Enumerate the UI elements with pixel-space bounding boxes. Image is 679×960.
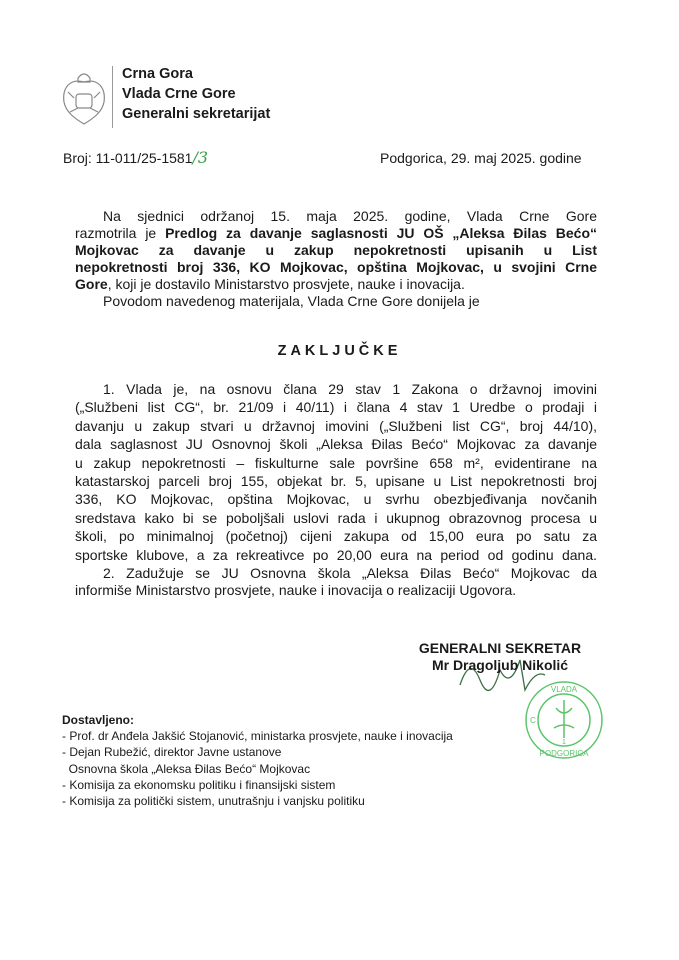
handwritten-suffix: /3 (192, 148, 209, 167)
signatory-role: GENERALNI SEKRETAR (418, 640, 582, 656)
conclusion-line: katastarskoj parceli broj 155, objekat br. 5, upisane u List nepokretnosti broj (75, 473, 597, 490)
stamp-letter: C (530, 716, 536, 725)
conclusion-item-2 (75, 565, 597, 599)
intro-text: razmotrila je (75, 225, 166, 241)
intro-line: Povodom navedenog materijala, Vlada Crne Gore donijela je (103, 293, 480, 309)
intro-text: , koji je dostavilo Ministarstvo prosvjete, nauke i inovacija. (107, 276, 465, 292)
proposal-title: Predlog za davanje saglasnosti JU OŠ „Aleksa Đilas Bećo“ (165, 225, 597, 241)
conclusion-line: dala saglasnost JU Osnovnoj školi „Aleksa Đilas Bećo“ Mojkovac za davanje (75, 436, 597, 453)
header-government: Vlada Crne Gore (122, 86, 236, 102)
conclusion-line: informiše Ministarstvo prosvjete, nauke i inovacija o realizaciji Ugovora. (75, 582, 517, 598)
conclusion-line: školi, po minimalnoj (početnoj) cijeni zakupa od 15,00 eura po satu za (75, 528, 597, 545)
distribution-item: - Dejan Rubežić, direktor Javne ustanove (62, 745, 282, 760)
conclusion-line: („Službeni list CG“, br. 21/09 i 40/11) i člana 4 stav 1 Uredbe o prodaji i (75, 399, 597, 416)
proposal-title: nepokretnosti broj 336, KO Mojkovac, opština Mojkovac, u svojini Crne (75, 259, 597, 275)
conclusion-line: sportske klubove, a za rekreativce po 20,00 eura na period od godinu dana. (75, 546, 597, 563)
issuer-header (122, 64, 270, 124)
conclusion-line: 336, KO Mojkovac, opština Mojkovac, u svrhu obezbjeđivanja novčanih (75, 491, 597, 508)
proposal-title: Mojkovac za davanje u zakup nepokretnosti upisanih u List (75, 242, 597, 258)
signatory-name: Mr Dragoljub Nikolić (431, 656, 569, 673)
reference-number-text: Broj: 11-011/25-1581 (63, 150, 193, 166)
distribution-item: - Komisija za ekonomsku politiku i finansijski sistem (62, 777, 336, 792)
distribution-heading: Dostavljeno: (62, 713, 135, 727)
intro-line (75, 242, 597, 259)
header-divider (112, 66, 113, 128)
conclusion-line: 1. Vlada je, na osnovu člana 29 stav 1 Zakona o državnoj imovini (103, 381, 597, 397)
header-country: Crna Gora (122, 66, 193, 82)
place-date: Podgorica, 29. maj 2025. godine (380, 150, 582, 166)
stamp-bottom-text: PODGORICA (539, 749, 589, 758)
header-secretariat: Generalni sekretarijat (122, 106, 271, 122)
stamp-top-text: VLADA (550, 685, 578, 694)
document-title: ZAKLJUČKE (277, 343, 402, 359)
conclusion-line: davanju u zakup stvari u državnoj imovini („Službeni list CG“, broj 44/10), (75, 417, 597, 434)
proposal-title: Gore (75, 276, 108, 292)
coat-of-arms-logo (60, 68, 108, 128)
distribution-item: Osnovna škola „Aleksa Đilas Bećo“ Mojkovac (62, 761, 311, 776)
distribution-list (62, 712, 453, 809)
intro-line (75, 276, 597, 293)
intro-line (75, 259, 597, 276)
official-stamp (522, 678, 606, 762)
conclusion-line: 2. Zadužuje se JU Osnovna škola „Aleksa Đilas Bećo“ Mojkovac da (103, 565, 597, 581)
distribution-item: - Komisija za politički sistem, unutrašnju i vanjsku politiku (62, 794, 365, 809)
distribution-item: - Prof. dr Anđela Jakšić Stojanović, ministarka prosvjete, nauke i inovacija (62, 729, 453, 744)
reference-number (63, 148, 208, 167)
intro-line (75, 225, 597, 242)
intro-line: Na sjednici održanoj 15. maja 2025. godine, Vlada Crne Gore (103, 208, 597, 224)
conclusion-line: sredstava kako bi se poboljšali uslovi rada i ukupnog obrazovnog procesa u (75, 509, 597, 526)
intro-paragraph (75, 208, 597, 310)
conclusion-item-1 (75, 380, 597, 564)
conclusion-line: u zakup nepokretnosti – fiskulturne sale površine 658 m², evidentirane na (75, 454, 597, 471)
signature-block (400, 640, 600, 673)
stamp-number: 1 (562, 739, 566, 746)
